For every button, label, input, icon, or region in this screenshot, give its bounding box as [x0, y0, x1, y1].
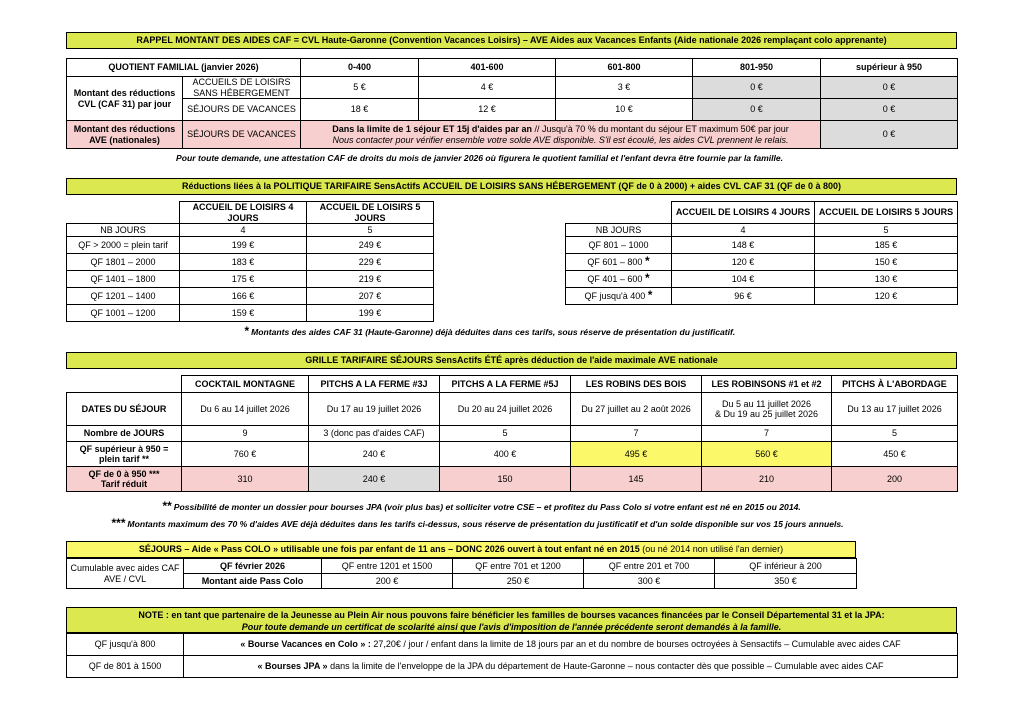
sejour-name: PITCHS À L'ABORDAGE	[832, 376, 958, 393]
sejour-jours: 3 (donc pas d'aides CAF)	[309, 426, 440, 442]
sejours-label: SÉJOURS DE VACANCES	[183, 99, 301, 121]
cvl-label: Montant des réductions CVL (CAF 31) par jour	[67, 77, 183, 121]
price-5j: 185 €	[815, 237, 958, 254]
sejour-name: PITCHS A LA FERME #3J	[309, 376, 440, 393]
sejours-value: 0 €	[821, 99, 958, 121]
sejour-dates: Du 6 au 14 juillet 2026	[182, 393, 309, 426]
sejour-dates: Du 20 au 24 juillet 2026	[440, 393, 571, 426]
sejours-section-title: GRILLE TARIFAIRE SÉJOURS SensActifs ÉTÉ après déduction de l'aide maximale AVE nationale	[66, 352, 957, 369]
bourse-qf: QF de 801 à 1500	[67, 656, 184, 678]
sejour-name: LES ROBINS DES BOIS	[571, 376, 702, 393]
sejours-note-triple-star: *** Montants maximum des 70 % d'aides AVE déjà déduites dans les tarifs ci-dessus, sous réserve de présentation du justificatif et d'un solde disponible sur vos 15 jours annuels.	[111, 516, 844, 530]
dates-label: DATES DU SÉJOUR	[67, 393, 182, 426]
accueil-value: 0 €	[821, 77, 958, 99]
ave-last-value: 0 €	[821, 121, 958, 149]
price-4j: 120 €	[672, 254, 815, 271]
reduit-price: 210	[702, 467, 832, 492]
reduit-price: 240 €	[309, 467, 440, 492]
qf-row-label: QF jusqu'à 400 *	[566, 288, 672, 305]
caf-table	[66, 58, 958, 149]
colo-montant: 200 €	[322, 574, 453, 589]
alsh-footnote: * Montants des aides CAF 31 (Haute-Garonne) déjà déduites dans ces tarifs, sous réserve de présentation du justificatif.	[244, 324, 736, 338]
alsh-col4-header: ACCUEIL DE LOISIRS 4 JOURS	[180, 202, 307, 224]
accueil-label: ACCUEILS DE LOISIRS SANS HÉBERGEMENT	[183, 77, 301, 99]
sejour-jours: 9	[182, 426, 309, 442]
sejour-dates: Du 13 au 17 juillet 2026	[832, 393, 958, 426]
sejour-name: PITCHS A LA FERME #5J	[440, 376, 571, 393]
price-5j: 207 €	[307, 288, 434, 305]
bourses-table	[66, 633, 958, 678]
qf-row-label: QF 1001 – 1200	[67, 305, 180, 322]
sejour-name: LES ROBINSONS #1 et #2	[702, 376, 832, 393]
colo-bracket: QF entre 201 et 700	[584, 559, 715, 574]
ave-label: Montant des réductions AVE (nationales)	[67, 121, 183, 149]
reduit-price: 150	[440, 467, 571, 492]
jours-label: Nombre de JOURS	[67, 426, 182, 442]
alsh-col4-header: ACCUEIL DE LOISIRS 4 JOURS	[672, 202, 815, 224]
plein-price: 450 €	[832, 442, 958, 467]
plein-price: 760 €	[182, 442, 309, 467]
qf-row-label: QF 801 – 1000	[566, 237, 672, 254]
nb-jours-label: NB JOURS	[566, 224, 672, 237]
plein-price: 495 €	[571, 442, 702, 467]
sejour-dates: Du 27 juillet au 2 août 2026	[571, 393, 702, 426]
colo-bracket: QF entre 1201 et 1500	[322, 559, 453, 574]
price-5j: 150 €	[815, 254, 958, 271]
reduit-price: 200	[832, 467, 958, 492]
colo-bracket: QF inférieur à 200	[715, 559, 857, 574]
qf-row-label: QF 401 – 600 *	[566, 271, 672, 288]
nb-jours-label: NB JOURS	[67, 224, 180, 237]
ave-text-line2: Nous contacter pour vérifier ensemble votre solde AVE disponible. S'il est écoulé, les aides CVL prennent le relais.	[332, 134, 789, 145]
qf-bracket: 601-800	[556, 59, 693, 77]
sejours-value: 12 €	[419, 99, 556, 121]
price-4j: 175 €	[180, 271, 307, 288]
sejour-name: COCKTAIL MONTAGNE	[182, 376, 309, 393]
reduit-price: 145	[571, 467, 702, 492]
plein-price: 400 €	[440, 442, 571, 467]
qf-row-label: QF 1201 – 1400	[67, 288, 180, 305]
alsh-left-table	[66, 201, 434, 322]
price-5j: 229 €	[307, 254, 434, 271]
qf-bracket: 401-600	[419, 59, 556, 77]
reduit-price: 310	[182, 467, 309, 492]
qf-row-label: QF 1801 – 2000	[67, 254, 180, 271]
sejour-jours: 7	[571, 426, 702, 442]
colo-section-title: SÉJOURS – Aide « Pass COLO » utilisable une fois par enfant de 11 ans – DONC 2026 ouvert à tout enfant né en 2015 (ou né 2014 non utilisé l'an dernier)	[66, 541, 856, 558]
sejour-dates: Du 5 au 11 juillet 2026 & Du 19 au 25 juillet 2026	[702, 393, 832, 426]
bourses-section-title: NOTE : en tant que partenaire de la Jeunesse au Plein Air nous pouvons faire bénéficier les familles de bourses vacances financées par le Conseil Départemental 31 et la JPA: Pour toute demande un certificat de scolarité ainsi que l'avis d'imposition de l'année précédente seront demandés à la famille.	[66, 607, 957, 633]
price-4j: 96 €	[672, 288, 815, 305]
sejour-jours: 5	[440, 426, 571, 442]
accueil-value: 5 €	[301, 77, 419, 99]
qf-bracket: 801-950	[693, 59, 821, 77]
caf-section-title: RAPPEL MONTANT DES AIDES CAF = CVL Haute-Garonne (Convention Vacances Loisirs) – AVE Aides aux Vacances Enfants (Aide nationale 2026 remplaçant colo apprenante)	[66, 32, 957, 49]
plein-tarif-label: QF supérieur à 950 = plein tarif **	[67, 442, 182, 467]
ave-text-bold: Dans la limite de 1 séjour ET 15j d'aides par an	[332, 124, 533, 135]
accueil-value: 4 €	[419, 77, 556, 99]
qf-bracket: 0-400	[301, 59, 419, 77]
colo-montant: 250 €	[453, 574, 584, 589]
ave-text-rest: // Jusqu'à 70 % du montant du séjour ET maximum 50€ par jour	[532, 124, 789, 135]
nb-jours-4: 4	[672, 224, 815, 237]
sejours-note-double-star: ** Possibilité de monter un dossier pour bourses JPA (voir plus bas) et solliciter votre CSE – et profitez du Pass Colo si votre enfant est né en 2015 ou 2014.	[162, 499, 801, 513]
price-4j: 199 €	[180, 237, 307, 254]
price-4j: 104 €	[672, 271, 815, 288]
colo-side-label: Cumulable avec aides CAF AVE / CVL	[67, 559, 184, 589]
sejour-jours: 7	[702, 426, 832, 442]
colo-montant: 350 €	[715, 574, 857, 589]
alsh-col5-header: ACCUEIL DE LOISIRS 5 JOURS	[815, 202, 958, 224]
accueil-value: 0 €	[693, 77, 821, 99]
accueil-value: 3 €	[556, 77, 693, 99]
alsh-section-title: Réductions liées à la POLITIQUE TARIFAIRE SensActifs ACCUEIL DE LOISIRS SANS HÉBERGEMENT (QF de 0 à 2000) + aides CVL CAF 31 (QF de 0 à 800)	[66, 178, 957, 195]
caf-footnote: Pour toute demande, une attestation CAF de droits du mois de janvier 2026 où figurera le quotient familial et l'enfant devra être fournie par la famille.	[176, 153, 784, 163]
qf-row-label: QF 601 – 800 *	[566, 254, 672, 271]
bourse-qf: QF jusqu'à 800	[67, 634, 184, 656]
ave-conditions	[301, 121, 821, 149]
tarif-reduit-label: QF de 0 à 950 *** Tarif réduit	[67, 467, 182, 492]
sejours-value: 10 €	[556, 99, 693, 121]
nb-jours-5: 5	[815, 224, 958, 237]
plein-price: 240 €	[309, 442, 440, 467]
qf-row-label: QF 1401 – 1800	[67, 271, 180, 288]
sejours-value: 0 €	[693, 99, 821, 121]
qf-bracket: supérieur à 950	[821, 59, 958, 77]
colo-bracket: QF entre 701 et 1200	[453, 559, 584, 574]
bourse-description: « Bourses JPA » dans la limite de l'enveloppe de la JPA du département de Haute-Garonne – nous contacter dès que possible – Cumulable avec aides CAF	[184, 656, 958, 678]
sejour-dates: Du 17 au 19 juillet 2026	[309, 393, 440, 426]
plein-price: 560 €	[702, 442, 832, 467]
price-5j: 130 €	[815, 271, 958, 288]
sejours-value: 18 €	[301, 99, 419, 121]
bourse-description: « Bourse Vacances en Colo » : 27,20€ / jour / enfant dans la limite de 18 jours par an et du nombre de bourses octroyées à Sensactifs – Cumulable avec aides CAF	[184, 634, 958, 656]
colo-qf-label: QF février 2026	[184, 559, 322, 574]
price-4j: 159 €	[180, 305, 307, 322]
price-4j: 183 €	[180, 254, 307, 271]
colo-table	[66, 558, 857, 589]
qf-row-label: QF > 2000 = plein tarif	[67, 237, 180, 254]
alsh-col5-header: ACCUEIL DE LOISIRS 5 JOURS	[307, 202, 434, 224]
price-5j: 219 €	[307, 271, 434, 288]
colo-montant: 300 €	[584, 574, 715, 589]
price-4j: 166 €	[180, 288, 307, 305]
nb-jours-4: 4	[180, 224, 307, 237]
price-5j: 249 €	[307, 237, 434, 254]
price-4j: 148 €	[672, 237, 815, 254]
colo-montant-label: Montant aide Pass Colo	[184, 574, 322, 589]
sejour-jours: 5	[832, 426, 958, 442]
ave-sejours-label: SÉJOURS DE VACANCES	[183, 121, 301, 149]
price-5j: 120 €	[815, 288, 958, 305]
nb-jours-5: 5	[307, 224, 434, 237]
qf-header: QUOTIENT FAMILIAL (janvier 2026)	[67, 59, 301, 77]
price-5j: 199 €	[307, 305, 434, 322]
alsh-right-table	[565, 201, 958, 305]
sejours-table	[66, 375, 958, 492]
